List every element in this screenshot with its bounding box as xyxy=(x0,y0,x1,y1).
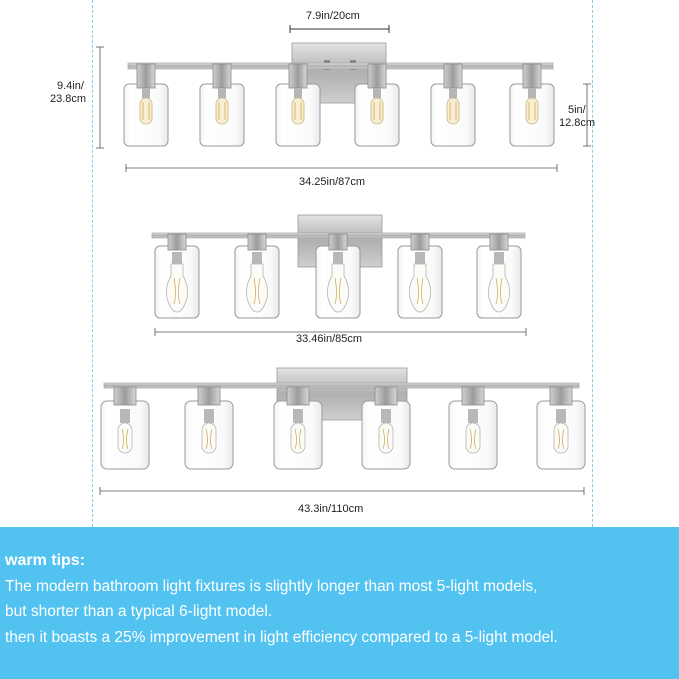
warm-tip-line-1: The modern bathroom light fixtures is slightly longer than most 5-light models, xyxy=(5,578,538,595)
six-light-width-label: 34.25in/87cm xyxy=(299,176,366,188)
warm-tips-title: warm tips: xyxy=(5,552,86,569)
long-six-light-width-label: 43.3in/110cm xyxy=(298,503,364,515)
shade-height-line1: 5in/ xyxy=(568,104,586,116)
five-light-fixture xyxy=(152,215,526,336)
height-label-line2: 23.8cm xyxy=(50,93,87,105)
warm-tips-banner xyxy=(0,527,679,679)
long-six-light-fixture xyxy=(100,368,585,495)
shade-height-line2: 12.8cm xyxy=(559,117,596,129)
warm-tip-line-3: then it boasts a 25% improvement in light efficiency compared to a 5-light model. xyxy=(5,629,558,646)
height-label-line1: 9.4in/ xyxy=(57,80,84,92)
six-light-fixture xyxy=(96,25,591,172)
five-light-width-label: 33.46in/85cm xyxy=(296,333,363,345)
plate-width-label: 7.9in/20cm xyxy=(306,10,360,22)
warm-tip-line-2: but shorter than a typical 6-light model. xyxy=(5,603,273,620)
